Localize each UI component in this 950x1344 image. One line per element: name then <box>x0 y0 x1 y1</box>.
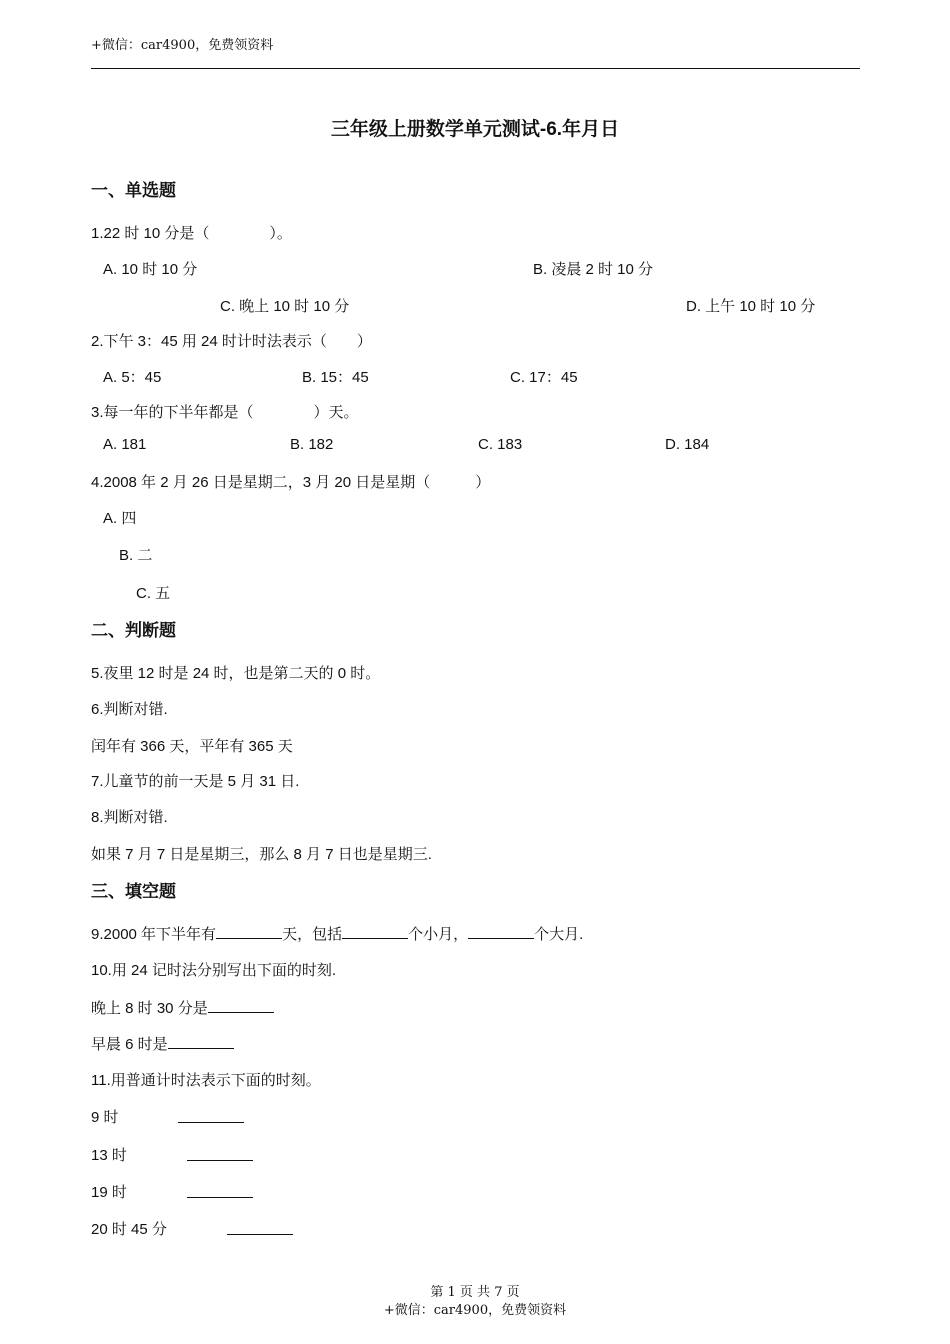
answer-blank[interactable] <box>187 1146 253 1161</box>
question-2-option-a: A. 5：45 <box>103 369 162 386</box>
answer-blank[interactable] <box>178 1108 244 1123</box>
question-1-option-c: C. 晚上 10 时 10 分 <box>220 298 350 315</box>
question-3-option-a: A. 181 <box>103 436 147 453</box>
question-3-option-c: C. 183 <box>478 436 523 453</box>
question-11-item-d-label: 20 时 45 分 <box>91 1221 167 1238</box>
answer-blank[interactable] <box>168 1034 234 1049</box>
question-10-item-b-label: 早晨 6 时是 <box>91 1036 168 1053</box>
question-9-part-4: 个大月. <box>534 926 584 943</box>
question-11-item-c-label: 19 时 <box>91 1184 127 1201</box>
question-9-part-1: 9.2000 年下半年有 <box>91 926 217 943</box>
question-6: 6.判断对错. <box>91 701 168 718</box>
question-9 <box>91 923 583 944</box>
answer-blank[interactable] <box>216 924 282 939</box>
question-4-option-b: B. 二 <box>119 547 153 564</box>
question-4-option-c: C. 五 <box>136 585 171 602</box>
section-heading-true-false: 二、判断题 <box>91 621 176 640</box>
question-10-item-a-label: 晚上 8 时 30 分是 <box>91 1000 208 1017</box>
answer-blank[interactable] <box>187 1183 253 1198</box>
question-11: 11.用普通计时法表示下面的时刻。 <box>91 1072 321 1089</box>
question-3-stem: 3.每一年的下半年都是（ ）天。 <box>91 404 359 421</box>
question-2-stem: 2.下午 3：45 用 24 时计时法表示（ ） <box>91 333 372 350</box>
question-1-option-b: B. 凌晨 2 时 10 分 <box>533 261 654 278</box>
question-3-option-b: B. 182 <box>290 436 334 453</box>
question-1-option-d: D. 上午 10 时 10 分 <box>686 298 816 315</box>
question-10: 10.用 24 记时法分别写出下面的时刻. <box>91 962 337 979</box>
page-number: 第 1 页 共 7 页 <box>430 1285 520 1300</box>
question-3-option-d: D. 184 <box>665 436 710 453</box>
section-heading-fill-in: 三、填空题 <box>91 882 176 901</box>
question-8: 8.判断对错. <box>91 809 168 826</box>
question-4-option-a: A. 四 <box>103 510 137 527</box>
question-9-part-3: 个小月， <box>408 926 469 943</box>
question-10-item-b <box>91 1033 234 1054</box>
question-10-item-a <box>91 997 274 1018</box>
answer-blank[interactable] <box>227 1220 293 1235</box>
page-header: +微信：car4900，免费领资料 <box>91 38 274 53</box>
document-title: 三年级上册数学单元测试-6.年月日 <box>330 119 620 140</box>
question-11-item-b-label: 13 时 <box>91 1147 127 1164</box>
question-4-stem: 4.2008 年 2 月 26 日是星期二，3 月 20 日是星期（ ） <box>91 474 491 491</box>
header-rule <box>91 68 860 69</box>
question-5: 5.夜里 12 时是 24 时，也是第二天的 0 时。 <box>91 665 381 682</box>
question-2-option-c: C. 17：45 <box>510 369 578 386</box>
question-2-option-b: B. 15：45 <box>302 369 369 386</box>
answer-blank[interactable] <box>342 924 408 939</box>
section-heading-single-choice: 一、单选题 <box>91 181 176 200</box>
question-9-part-2: 天，包括 <box>282 926 343 943</box>
question-6-statement: 闰年有 366 天，平年有 365 天 <box>91 738 293 755</box>
question-11-item-a-label: 9 时 <box>91 1109 119 1126</box>
question-1-option-a: A. 10 时 10 分 <box>103 261 198 278</box>
question-1-stem: 1.22 时 10 分是（ ）。 <box>91 225 292 242</box>
answer-blank[interactable] <box>208 998 274 1013</box>
question-8-statement: 如果 7 月 7 日是星期三，那么 8 月 7 日也是星期三. <box>91 846 432 863</box>
answer-blank[interactable] <box>468 924 534 939</box>
page-footer-note: +微信：car4900，免费领资料 <box>383 1303 567 1318</box>
question-7: 7.儿童节的前一天是 5 月 31 日. <box>91 773 300 790</box>
